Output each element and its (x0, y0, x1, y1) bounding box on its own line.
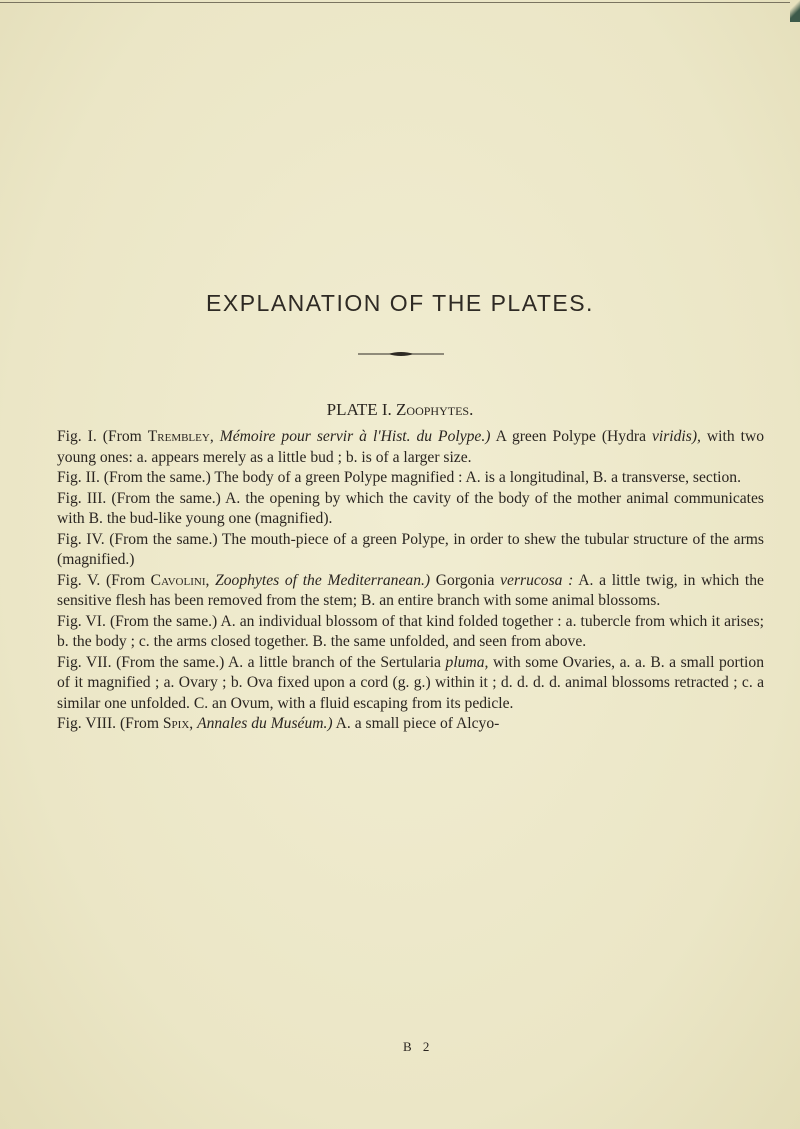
figure-item: Fig. II. (From the same.) The body of a green Polype magnified : A. is a longitudinal, B. a transverse, section. (57, 469, 741, 486)
page-title: EXPLANATION OF THE PLATES. (206, 290, 594, 316)
top-rule (0, 2, 790, 3)
figure-descriptions (57, 427, 764, 735)
figure-item: Fig. IV. (From the same.) The mouth-piece of a green Polype, in order to shew the tubular structure of the arms (magnified.) (57, 530, 764, 568)
figure-item: Fig. III. (From the same.) A. the opening by which the cavity of the body of the mother animal communicates with B. the bud-like young one (magnified). (57, 489, 764, 527)
plate-subject: Zoophytes. (396, 400, 474, 419)
ornament-rule-icon (358, 350, 444, 358)
plate-heading (0, 400, 800, 420)
page-corner (790, 0, 800, 22)
figure-item: Fig. I. (From Trembley, Mémoire pour servir à l'Hist. du Polype.) A green Polype (Hydra viridis), with two young ones: a. appears merely as a little bud ; b. is of a larger size. (57, 428, 765, 466)
figure-item: Fig. VI. (From the same.) A. an individual blossom of that kind folded together : a. tubercle from which it arises; b. the body ; c. the arms closed together. B. the same unfolded, and seen from above. (57, 612, 764, 650)
figure-item: Fig. V. (From Cavolini, Zoophytes of the Mediterranean.) Gorgonia verrucosa : A. a little twig, in which the sensitive flesh has been removed from the stem; B. an entire branch with some animal blossoms. (57, 571, 764, 609)
plate-label: PLATE I. (326, 400, 392, 419)
figure-item: Fig. VIII. (From Spix, Annales du Muséum.) A. a small piece of Alcyo- (57, 715, 500, 732)
figure-item: Fig. VII. (From the same.) A. a little branch of the Sertularia pluma, with some Ovaries, a. a. B. a small portion of it magnified ; a. Ovary ; b. Ova fixed upon a cord (g. g.) within it ; d. d. d. d. animal blossoms retracted ; c. a similar one unfolded. C. an Ovum, with a fluid escaping from its pedicle. (57, 653, 764, 712)
signature-mark: B 2 (403, 1039, 434, 1054)
